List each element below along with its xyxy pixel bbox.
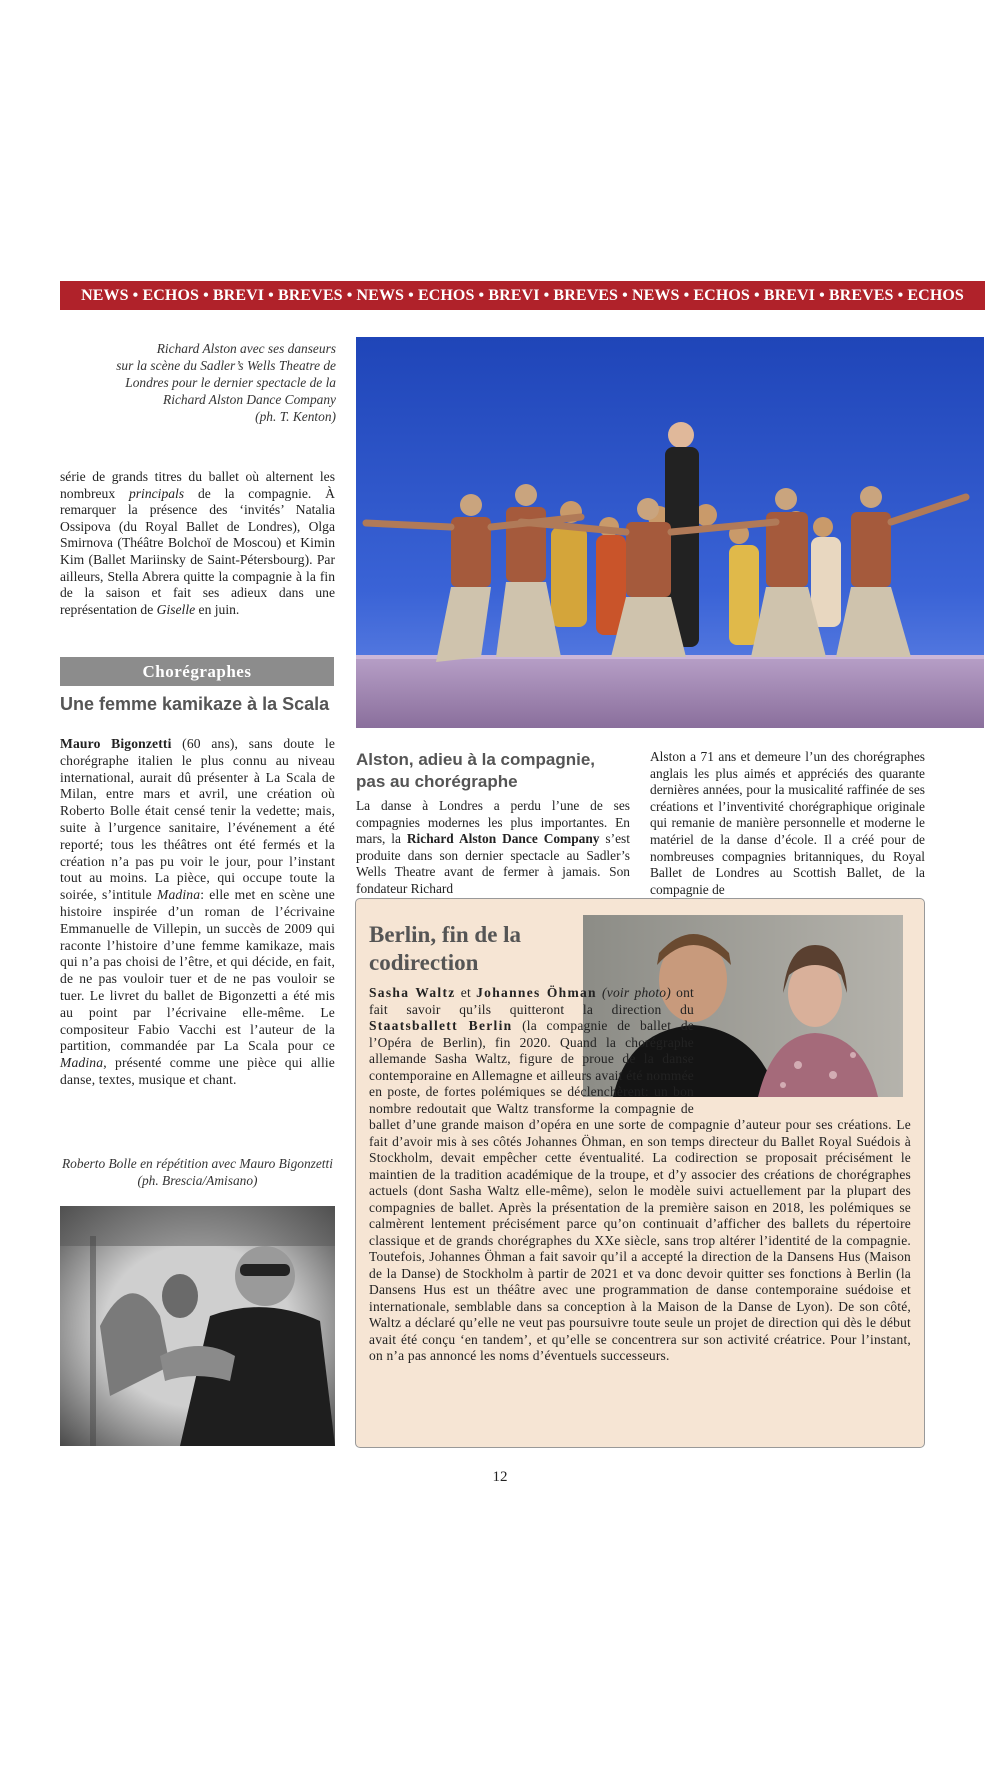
caption-line: Richard Alston Dance Company (163, 392, 336, 407)
article-kamikaze-text: Mauro Bigonzetti (60 ans), sans doute le chorégraphe italien le plus connu au niveau international, aurait dû présenter à La Scala de Milan, entre mars et avril, une création où Roberto Bolle était censé tenir la vedette; mais, suite à l’urgence sanitaire, l’événement a été reporté; tous les théâtres ont été fermés et la création n’a pas pu voir le jour, pour l’instant tout au moins. La pièce, qui occupe toute la soirée, s’intitule Madina: elle met en scène une histoire inspirée d’un roman de l’écrivaine Emmanuelle de Villepin, un succès de 2009 qui raconte l’histoire d’une femme kamikaze, mais qui n’a pas choisi de l’être, et qui décide, en fait, de ne pas vouloir tuer et de ne pas vouloir se tuer. Le livret du ballet de Bigonzetti a été mis au point par l’écrivaine elle-même. Le compositeur Fabio Vacchi est l’auteur de la partition, commandée par La Scala pour ce Madina, présenté comme une pièce qui allie danse, textes, musique et chant. (60, 736, 335, 1087)
caption-line: Londres pour le dernier spectacle de la (125, 375, 336, 390)
photo-caption-rehearsal: Roberto Bolle en répétition avec Mauro Bigonzetti (ph. Brescia/Amisano) (62, 1156, 333, 1188)
headline-alston: Alston, adieu à la compagnie, pas au chorégraphe (356, 750, 595, 791)
article-alston-col1: La danse à Londres a perdu l’une de ses compagnies modernes les plus importantes. En mars, la Richard Alston Dance Company s’est produite dans son dernier spectacle au Sadler’s Wells Theatre avant de fermer à jamais. Son fondateur Richard (356, 798, 630, 896)
section-label-choregraphes: Chorégraphes (60, 657, 334, 686)
article-alston-col2: Alston a 71 ans et demeure l’un des chorégraphes anglais les plus aimés et appréciés des quarante dernières années, pour la musicalité raffinée de ses créations et l’inventivité chorégraphique originale qui remanie de manière personnelle et moderne le matériel de la danse d’école. Il a créé pour de nombreuses compagnies britanniques, du Royal Ballet de Londres au Scottish Ballet, de la compagnie de (650, 749, 925, 897)
caption-line: Richard Alston avec ses danseurs (156, 341, 336, 356)
caption-line: (ph. T. Kenton) (255, 409, 336, 424)
berlin-boxout (355, 898, 925, 1448)
article-berlin-text: Sasha Waltz et Johannes Öhman (voir photo) ont fait savoir qu’ils quitteront la direction du Staatsballett Berlin (la compagnie de ballet de l’Opéra de Berlin), fin 2020. Quand la chorégraphe allemande Sasha Waltz, figure de proue de la danse contemporaine en Allemagne et ailleurs avait été nommée en poste, de fortes polémiques se déclenchèrent: un bon nombre redoutait que Waltz transforme la compagnie de ballet d’une grande maison d’opéra en une sorte de compagnie d’auteur pour ses créations. Le fait d’avoir mis à ses côtés Johannes Öhman, en son temps directeur du Ballet Royal Suédois à Stockholm, devait empêcher cette éventualité. La codirection se proposait précisément le maintien de la tradition académique de la troupe, et d’y associer des créations de chorégraphes actuels (dont Sasha Waltz elle-même), selon le modèle suivi actuellement par la plupart des compagnies de ballet. Après la présentation de la première saison en 2018, les polémiques se calmèrent lentement précisément parce qu’on continuait d’afficher des ballets du répertoire classique et de grands chorégraphes du XXe siècle, sans trop altérer l’identité de la compagnie. Toutefois, Johannes Öhman a fait savoir qu’il a accepté la direction de la Dansens Hus (Maison de la Danse) de Stockholm à partir de 2021 et va donc devoir quitter ses fonctions à Berlin (la Dansens Hus est un théâtre avec une programmation de danse contemporaine suédoise et internationale, semblable dans sa conception à la Maison de la Danse de Lyon). De son côté, Waltz a déclaré qu’elle ne veut pas poursuivre toute seule un projet de direction qui dès le début avait été conçu ‘en tandem’, et qu’elle se concentrera sur son activité créatrice. Pour l’instant, on n’a pas annoncé les noms d’éventuels successeurs. (369, 985, 911, 1363)
news-banner: NEWS • ECHOS • BREVI • BREVES • NEWS • ECHOS • BREVI • BREVES • NEWS • ECHOS • BREVI • BREVES • ECHOS (60, 281, 985, 310)
headline-berlin: Berlin, fin de la codirection (369, 922, 522, 975)
caption-line: sur la scène du Sadler’s Wells Theatre de (116, 358, 336, 373)
stage-photo (356, 337, 984, 728)
intro-column-text: série de grands titres du ballet où alternent les nombreux principals de la compagnie. À remarquer la présence des ‘invités’ Natalia Ossipova (du Royal Ballet de Londres), Olga Smirnova (Théâtre Bolchoï de Moscou) et Kimin Kim (Ballet Mariinsky de Saint-Pétersbourg). Par ailleurs, Stella Abrera quitte la compagnie à la fin de la saison et fait ses adieux dans une représentation de Giselle en juin. (60, 469, 335, 617)
rehearsal-photo (60, 1206, 335, 1446)
headline-kamikaze: Une femme kamikaze à la Scala (60, 694, 330, 714)
photo-caption-stage (66, 340, 336, 425)
page-number: 12 (492, 1469, 508, 1485)
